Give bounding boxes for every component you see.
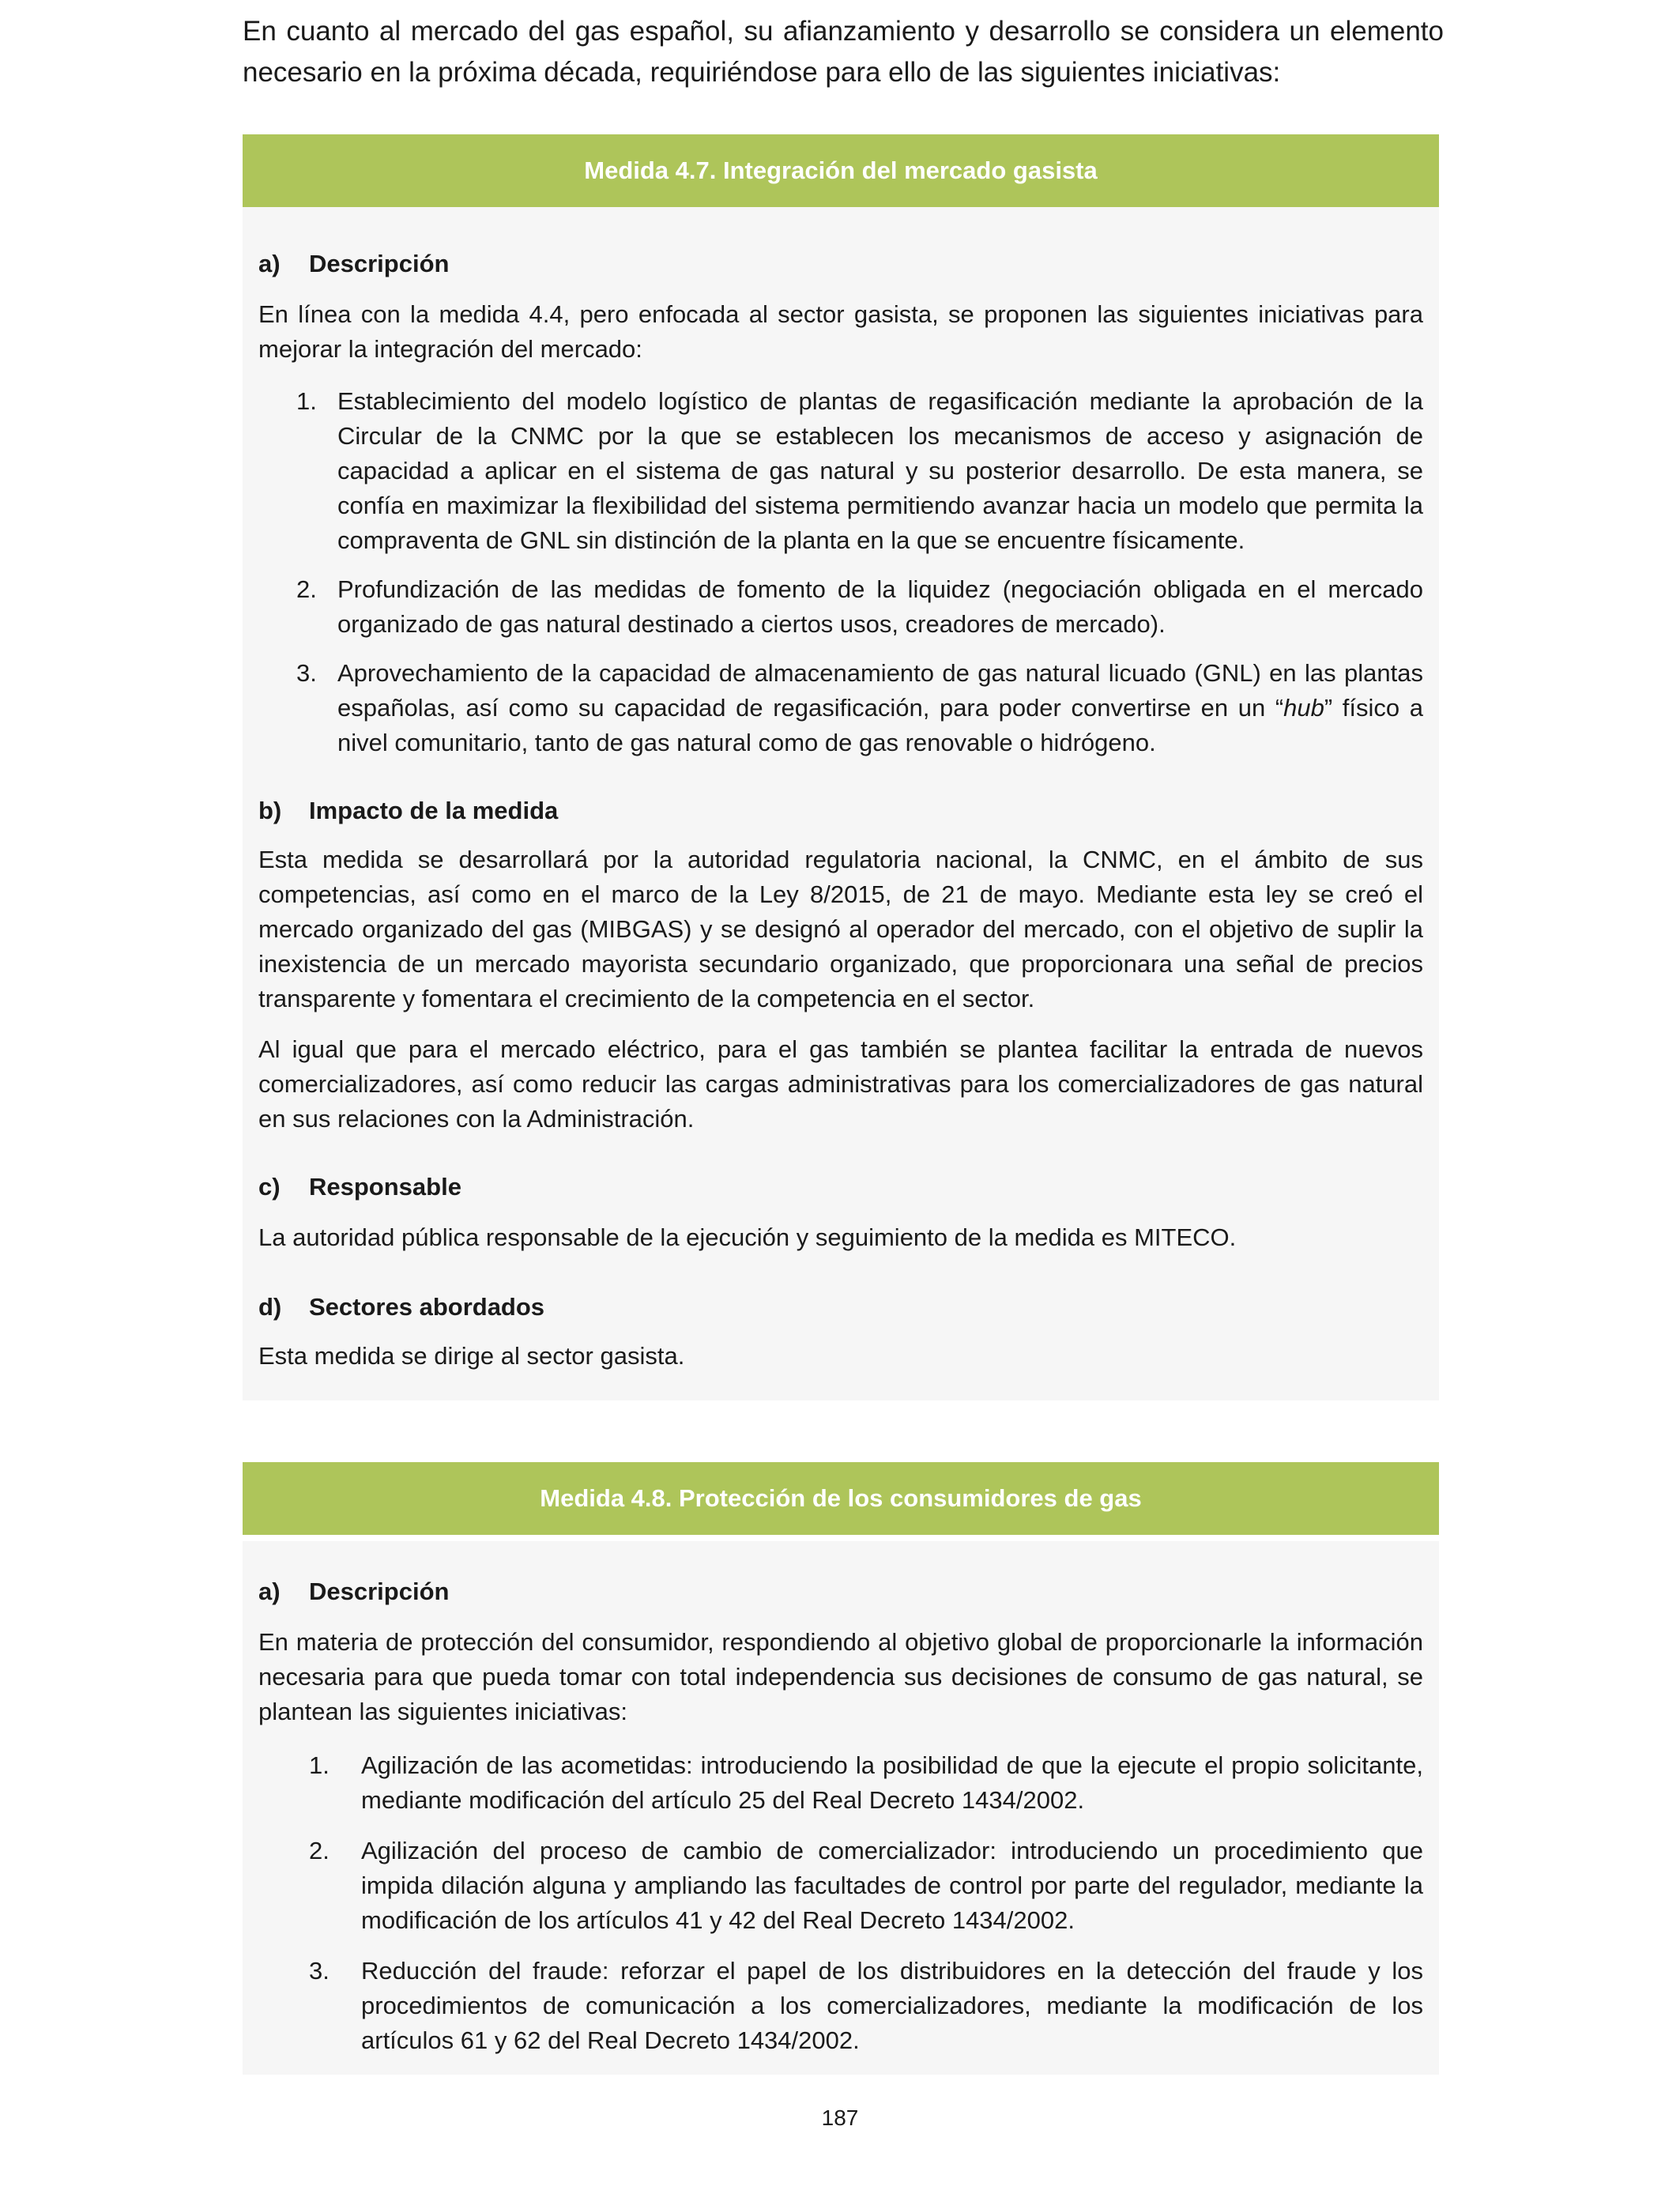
- section-a-title: [258, 248, 449, 280]
- impact-paragraph-1: Esta medida se desarrollará por la autoridad regulatoria nacional, la CNMC, en el ámbito de sus competencias, así como en el marco de la Ley 8/2015, de 21 de mayo. Mediante esta ley se creó el mercado organizado del gas (MIBGAS) y se designó al operador del mercado, con el objetivo de suplir la inexistencia de un mercado mayorista secundario organizado, que proporcionara una señal de precios transparente y fomentara el crecimiento de la competencia en el sector.: [258, 846, 1423, 1012]
- section-label: Responsable: [309, 1173, 461, 1201]
- list-item: [309, 1748, 1423, 1818]
- section-a-title: [258, 1576, 449, 1608]
- list-number: 2.: [296, 575, 317, 603]
- responsible-paragraph: La autoridad pública responsable de la ejecución y seguimiento de la medida es MITECO.: [258, 1223, 1237, 1251]
- section-d-title: [258, 1291, 544, 1323]
- list-text-part: ” físico a nivel comunitario, tanto de gas natural como de gas renovable o hidrógeno.: [337, 694, 1423, 756]
- list-item: [309, 1954, 1423, 2058]
- section-letter: b): [258, 797, 282, 824]
- list-item: [309, 1834, 1423, 1938]
- section-c-title: [258, 1171, 461, 1203]
- section-label: Descripción: [309, 1578, 450, 1605]
- measure-4-7-header: Medida 4.7. Integración del mercado gasista: [243, 134, 1439, 207]
- list-text-part: Aprovechamiento de la capacidad de almacenamiento de gas natural licuado (GNL) en las plantas españolas, así como su capacidad de regasificación, para poder convertirse en un “: [337, 659, 1423, 722]
- impact-paragraph-2: Al igual que para el mercado eléctrico, para el gas también se plantea facilitar la entrada de nuevos comercializadores, así como reducir las cargas administrativas para los comercializadores de gas natural en sus relaciones con la Administración.: [258, 1035, 1423, 1133]
- list-item: [296, 572, 1423, 642]
- list-number: 1.: [296, 387, 317, 415]
- measure-4-8-body: [243, 1541, 1439, 2075]
- list-number: 2.: [309, 1837, 330, 1864]
- section-letter: a): [258, 1578, 281, 1605]
- list-text: Agilización de las acometidas: introduciendo la posibilidad de que la ejecute el propio solicitante, mediante modificación del artículo 25 del Real Decreto 1434/2002.: [361, 1751, 1423, 1814]
- list-text: [337, 659, 1423, 756]
- section-letter: c): [258, 1173, 281, 1201]
- section-label: Descripción: [309, 250, 450, 277]
- list-text-italic: hub: [1283, 694, 1324, 722]
- section-label: Impacto de la medida: [309, 797, 559, 824]
- page-number: 187: [821, 2105, 859, 2130]
- list-text: Establecimiento del modelo logístico de plantas de regasificación mediante la aprobación de la Circular de la CNMC por la que se establecen los mecanismos de acceso y asignación de capacidad a aplicar en el sistema de gas natural y su posterior desarrollo. De esta manera, se confía en maximizar la flexibilidad del sistema permitiendo avanzar hacia un modelo que permita la compraventa de GNL sin distinción de la planta en la que se encuentre físicamente.: [337, 387, 1423, 554]
- list-text: Profundización de las medidas de fomento de la liquidez (negociación obligada en el mercado organizado de gas natural destinado a ciertos usos, creadores de mercado).: [337, 575, 1423, 638]
- section-b-title: [258, 795, 558, 827]
- section-label: Sectores abordados: [309, 1293, 545, 1321]
- list-item: [296, 384, 1423, 558]
- section-letter: d): [258, 1293, 282, 1321]
- description-intro: En materia de protección del consumidor, respondiendo al objetivo global de proporcionarle la información necesaria para que pueda tomar con total independencia sus decisiones de consumo de gas natural, se plantean las siguientes iniciativas:: [258, 1628, 1423, 1725]
- section-letter: a): [258, 250, 281, 277]
- description-intro: En línea con la medida 4.4, pero enfocada al sector gasista, se proponen las siguientes iniciativas para mejorar la integración del mercado:: [258, 300, 1423, 363]
- intro-paragraph: En cuanto al mercado del gas español, su afianzamiento y desarrollo se considera un elemento necesario en la próxima década, requiriéndose para ello de las siguientes iniciativas:: [243, 16, 1444, 88]
- list-number: 1.: [309, 1751, 330, 1779]
- sectors-paragraph: Esta medida se dirige al sector gasista.: [258, 1342, 685, 1370]
- list-text: Reducción del fraude: reforzar el papel de los distribuidores en la detección del fraude y los procedimientos de comunicación a los comercializadores, mediante la modificación de los artículos 61 y 62 del Real Decreto 1434/2002.: [361, 1957, 1423, 2054]
- measure-4-8-header: Medida 4.8. Protección de los consumidores de gas: [243, 1462, 1439, 1535]
- list-number: 3.: [296, 659, 317, 687]
- measure-4-7-body: [243, 207, 1439, 1400]
- list-text: Agilización del proceso de cambio de comercializador: introduciendo un procedimiento que impida dilación alguna y ampliando las facultades de control por parte del regulador, mediante la modificación de los artículos 41 y 42 del Real Decreto 1434/2002.: [361, 1837, 1423, 1934]
- list-item: [296, 656, 1423, 760]
- list-number: 3.: [309, 1957, 330, 1985]
